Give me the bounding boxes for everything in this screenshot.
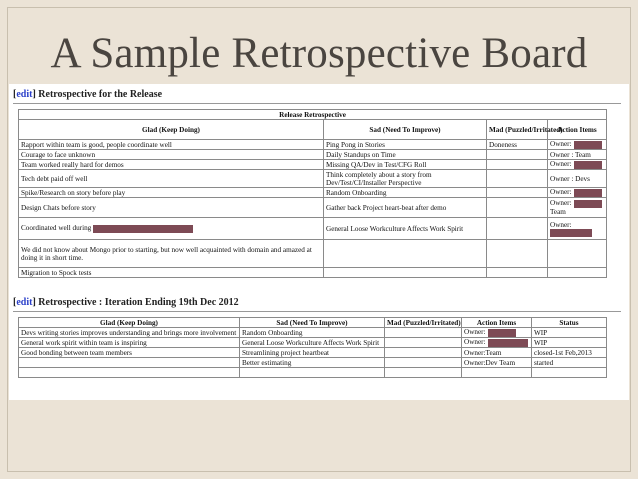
cell-sad: Missing QA/Dev in Test/CFG Roll bbox=[324, 160, 487, 170]
table-row bbox=[19, 160, 607, 170]
cell-action bbox=[548, 140, 607, 150]
cell-mad bbox=[487, 218, 548, 240]
table-row bbox=[19, 218, 607, 240]
table-header-row bbox=[19, 120, 607, 140]
section2-edit-link[interactable]: edit bbox=[16, 297, 33, 308]
redaction-box bbox=[550, 229, 592, 237]
redaction-box bbox=[574, 161, 602, 169]
cell-sad: Better estimating bbox=[240, 358, 385, 368]
iteration-retrospective-table bbox=[18, 317, 607, 378]
owner-label: Owner: bbox=[550, 220, 572, 229]
cell-mad bbox=[487, 170, 548, 188]
table-row bbox=[19, 170, 607, 188]
cell-action bbox=[548, 240, 607, 268]
cell-glad: General work spirit within team is inspiring bbox=[19, 338, 240, 348]
table-row bbox=[19, 140, 607, 150]
section2-heading-text: Retrospective : Iteration Ending 19th Dec 2012 bbox=[38, 297, 239, 308]
col-mad: Mad (Puzzled/Irritated) bbox=[385, 318, 462, 328]
cell-status: WIP bbox=[532, 328, 607, 338]
cell-mad bbox=[487, 198, 548, 218]
section2-divider bbox=[13, 311, 621, 312]
cell-glad: Design Chats before story bbox=[19, 198, 324, 218]
col-action: Action Items bbox=[462, 318, 532, 328]
cell-status: WIP bbox=[532, 338, 607, 348]
col-mad: Mad (Puzzled/Irritated) bbox=[487, 120, 548, 140]
table-row bbox=[19, 348, 607, 358]
owner-label: Owner: bbox=[550, 140, 572, 149]
release-retrospective-table bbox=[18, 109, 607, 278]
redaction-box bbox=[574, 200, 602, 208]
col-action: Action Items bbox=[548, 120, 607, 140]
col-glad: Glad (Keep Doing) bbox=[19, 120, 324, 140]
cell-action bbox=[462, 328, 532, 338]
cell-glad: Courage to face unknown bbox=[19, 150, 324, 160]
cell-mad: Doneness bbox=[487, 140, 548, 150]
cell-mad bbox=[487, 268, 548, 278]
cell-mad bbox=[385, 338, 462, 348]
redaction-box bbox=[488, 339, 528, 347]
redaction-box bbox=[93, 225, 193, 233]
slide-title: A Sample Retrospective Board bbox=[50, 30, 588, 77]
section1-edit-link[interactable]: edit bbox=[16, 89, 33, 100]
wiki-screenshot bbox=[9, 84, 629, 400]
cell-action: Owner:Dev Team bbox=[462, 358, 532, 368]
cell-sad: Gather back Project heart-beat after demo bbox=[324, 198, 487, 218]
cell-sad: General Loose Workculture Affects Work Spirit bbox=[324, 218, 487, 240]
table-row bbox=[19, 358, 607, 368]
cell-glad bbox=[19, 218, 324, 240]
table-header-row bbox=[19, 318, 607, 328]
owner-team: Team bbox=[550, 207, 566, 216]
cell-action bbox=[548, 188, 607, 198]
cell-glad: Migration to Spock tests bbox=[19, 268, 324, 278]
owner-label: Owner: bbox=[550, 188, 572, 197]
col-status: Status bbox=[532, 318, 607, 328]
cell-glad: We did not know about Mongo prior to starting, but now well acquainted with domain and amazed at doing it in short time. bbox=[19, 240, 324, 268]
cell-sad: Daily Standups on Time bbox=[324, 150, 487, 160]
owner-label: Owner: bbox=[464, 328, 486, 337]
cell-sad: Think completely about a story from Dev/Test/CI/Installer Perspective bbox=[324, 170, 487, 188]
section1-divider bbox=[13, 103, 621, 104]
cell-sad: General Loose Workculture Affects Work Spirit bbox=[240, 338, 385, 348]
cell-action bbox=[548, 198, 607, 218]
table-row bbox=[19, 188, 607, 198]
glad-text: Coordinated well during bbox=[21, 224, 92, 233]
cell-action bbox=[462, 338, 532, 348]
cell-status: started bbox=[532, 358, 607, 368]
cell-glad: Rapport within team is good, people coordinate well bbox=[19, 140, 324, 150]
cell-action bbox=[548, 218, 607, 240]
table-row-partial bbox=[19, 368, 607, 378]
cell-mad bbox=[487, 160, 548, 170]
col-sad: Sad (Need To Improve) bbox=[240, 318, 385, 328]
col-sad: Sad (Need To Improve) bbox=[324, 120, 487, 140]
cell-sad: Random Onboarding bbox=[324, 188, 487, 198]
cell-sad: Streamlining project heartbeat bbox=[240, 348, 385, 358]
table-row bbox=[19, 240, 607, 268]
cell-glad: Good bonding between team members bbox=[19, 348, 240, 358]
cell-mad bbox=[385, 358, 462, 368]
table-row bbox=[19, 198, 607, 218]
cell-action: Owner:Team bbox=[462, 348, 532, 358]
cell-mad bbox=[385, 348, 462, 358]
cell-glad: Team worked really hard for demos bbox=[19, 160, 324, 170]
cell-glad: Tech debt paid off well bbox=[19, 170, 324, 188]
cell-mad bbox=[487, 188, 548, 198]
cell-action bbox=[548, 268, 607, 278]
section2-heading: [edit] Retrospective : Iteration Ending 19th Dec 2012 bbox=[13, 297, 239, 308]
cell-sad bbox=[324, 268, 487, 278]
section1-heading-text: Retrospective for the Release bbox=[38, 89, 163, 100]
redaction-box bbox=[488, 329, 516, 337]
cell-glad: Devs writing stories improves understanding and brings more involvement bbox=[19, 328, 240, 338]
section1-heading: [edit] Retrospective for the Release bbox=[13, 89, 163, 100]
table-row bbox=[19, 328, 607, 338]
redaction-box bbox=[574, 189, 602, 197]
col-glad: Glad (Keep Doing) bbox=[19, 318, 240, 328]
cell-status: closed-1st Feb,2013 bbox=[532, 348, 607, 358]
table-row bbox=[19, 268, 607, 278]
owner-label: Owner: bbox=[550, 160, 572, 169]
cell-action bbox=[548, 160, 607, 170]
owner-label: Owner: bbox=[550, 199, 572, 208]
cell-sad: Random Onboarding bbox=[240, 328, 385, 338]
cell-mad bbox=[385, 328, 462, 338]
redaction-box bbox=[574, 141, 602, 149]
cell-sad: Ping Pong in Stories bbox=[324, 140, 487, 150]
cell-glad: Spike/Research on story before play bbox=[19, 188, 324, 198]
cell-sad bbox=[324, 240, 487, 268]
cell-mad bbox=[487, 150, 548, 160]
table-title: Release Retrospective bbox=[19, 110, 607, 120]
cell-action: Owner : Devs bbox=[548, 170, 607, 188]
cell-action: Owner : Team bbox=[548, 150, 607, 160]
cell-glad bbox=[19, 358, 240, 368]
table-row bbox=[19, 150, 607, 160]
cell-mad bbox=[487, 240, 548, 268]
table-row bbox=[19, 338, 607, 348]
owner-label: Owner: bbox=[464, 338, 486, 347]
